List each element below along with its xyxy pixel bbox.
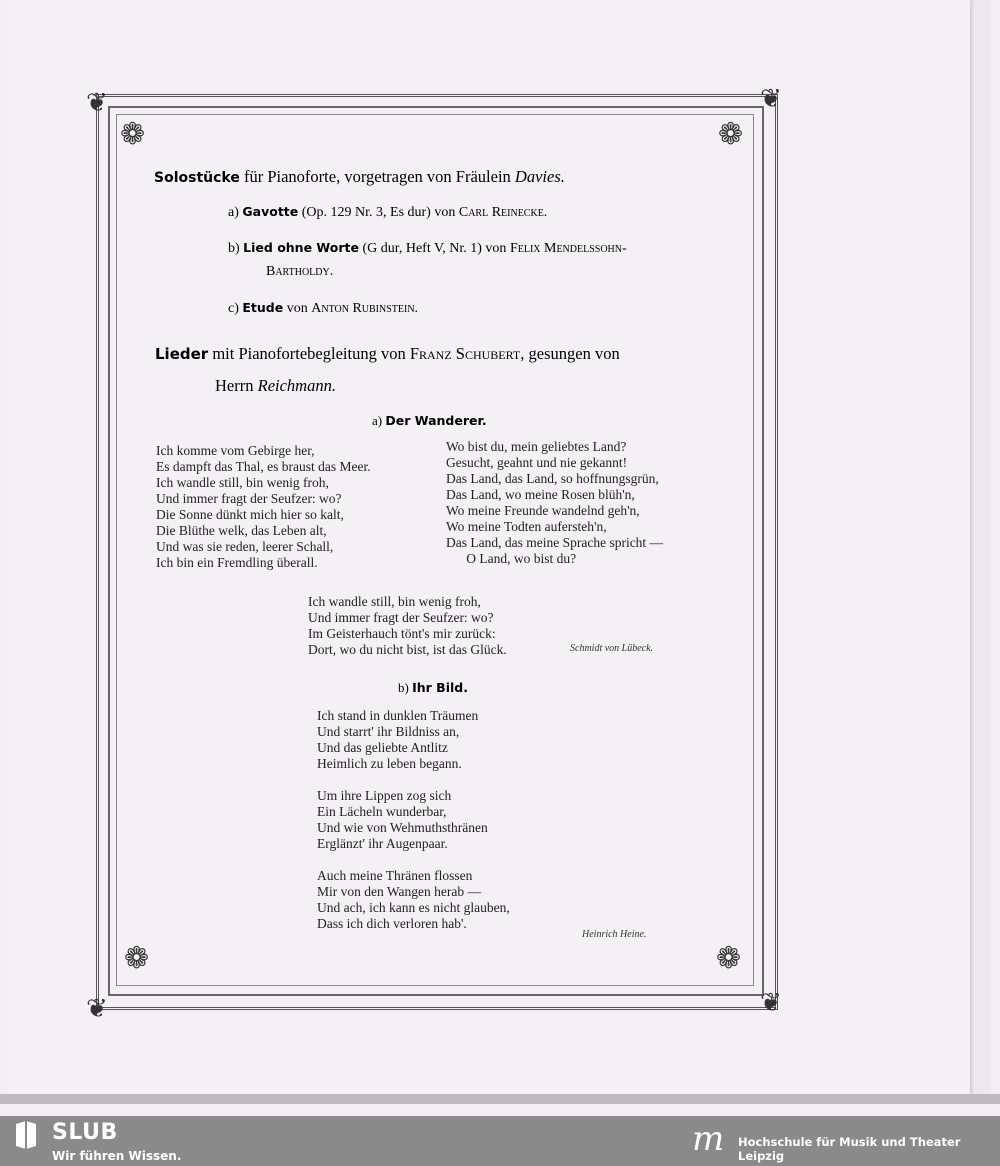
program-item (228, 300, 418, 317)
song-a-closing-stanza: Ich wandle still, bin wenig froh, Und immer fragt der Seufzer: wo? Im Geisterhauch tönt's mir zurück: Dort, wo du nicht bist, ist das Glück. (308, 594, 507, 657)
corner-ornament-icon: ❦ (760, 84, 782, 114)
song-a-left-column: Ich komme vom Gebirge her, Es dampft das Thal, es braust das Meer. Ich wandle still, bin wenig froh, Und immer fragt der Seufzer: wo? Die Sonne dünkt mich hier so kalt, Die Blüthe welk, das Leben alt, Und was sie reden, leerer Schall, Ich bin ein Fremdling überall. (156, 443, 371, 570)
item-title: Etude (242, 300, 284, 315)
program-item (228, 204, 547, 221)
fan-ornament-icon: ❁ (120, 117, 146, 152)
lieder-composer: Franz Schubert, (409, 344, 525, 363)
hmt-name: Hochschule für Musik und Theater Leipzig (738, 1135, 961, 1163)
song-a-author: Schmidt von Lübeck. (570, 643, 654, 654)
corner-ornament-icon: ❦ (86, 88, 108, 118)
corner-ornament-icon: ❦ (760, 988, 782, 1018)
singer-name: Reichmann. (257, 376, 336, 395)
song-title: Ihr Bild. (412, 680, 468, 695)
lieder-heading-line (155, 344, 620, 364)
program-item (228, 240, 627, 257)
item-details: (Op. 129 Nr. 3, Es dur) von (298, 205, 459, 220)
singer-prefix: Herrn (215, 376, 258, 395)
hmt-logo: m (692, 1119, 725, 1159)
song-marker: a) (372, 413, 383, 428)
song-b-author: Heinrich Heine. (582, 929, 647, 940)
lieder-heading: Lieder (155, 345, 209, 363)
fan-ornament-icon: ❁ (718, 117, 744, 152)
corner-ornament-icon: ❦ (86, 994, 108, 1024)
solo-description: für Pianoforte, vorgetragen von Fräulein (239, 167, 515, 186)
song-marker: b) (398, 680, 409, 695)
song-title: Der Wanderer. (385, 413, 487, 428)
item-marker: b) (228, 241, 240, 256)
item-title: Lied ohne Worte (243, 240, 359, 255)
song-b-text: Ich stand in dunklen Träumen Und starrt' ihr Bildniss an, Und das geliebte Antlitz Heimlich zu leben begann. Um ihre Lippen zog sich Ein Lächeln wunderbar, Und wie von Wehmuthsthränen Erglänzt' ihr Augenpaar. Auch meine Thränen flossen Mir von den Wangen herab — Und ach, ich kann es nicht glauben, Dass ich dich verloren hab'. (317, 708, 510, 931)
item-composer: Anton Rubinstein. (311, 301, 419, 316)
item-marker: a) (228, 205, 239, 220)
item-composer-continued: Bartholdy. (266, 264, 334, 279)
item-composer: Carl Reinecke. (458, 205, 548, 220)
lieder-description: mit Pianofortebegleitung von (208, 344, 410, 363)
lieder-description-2: gesungen von (524, 344, 620, 363)
lieder-singer-line (215, 376, 336, 396)
fan-ornament-icon: ❁ (124, 941, 150, 976)
solo-heading-line (154, 167, 565, 187)
footer-bar (0, 1116, 1000, 1166)
item-title: Gavotte (242, 204, 299, 219)
slub-tagline: Wir führen Wissen. (52, 1149, 182, 1163)
slub-logo-icon (14, 1120, 38, 1150)
solo-performer: Davies. (514, 167, 565, 186)
song-b-heading (398, 680, 468, 696)
song-a-heading (372, 413, 487, 429)
item-details: von (283, 301, 312, 316)
page-bottom-edge (0, 1094, 1000, 1104)
solo-heading: Solostücke (154, 170, 240, 186)
item-composer: Felix Mendelssohn- (509, 241, 627, 256)
slub-title: SLUB (52, 1120, 118, 1145)
fan-ornament-icon: ❁ (716, 941, 742, 976)
song-a-right-column: Wo bist du, mein geliebtes Land? Gesucht, geahnt und nie gekannt! Das Land, das Land, so hoffnungsgrün, Das Land, wo meine Rosen blüh'n, Wo meine Freunde wandelnd geh'n, Wo meine Todten aufersteh'n, Das Land, das meine Sprache spricht — O Land, wo bist du? (446, 439, 664, 566)
item-details: (G dur, Heft V, Nr. 1) von (358, 241, 510, 256)
item-marker: c) (228, 301, 239, 316)
